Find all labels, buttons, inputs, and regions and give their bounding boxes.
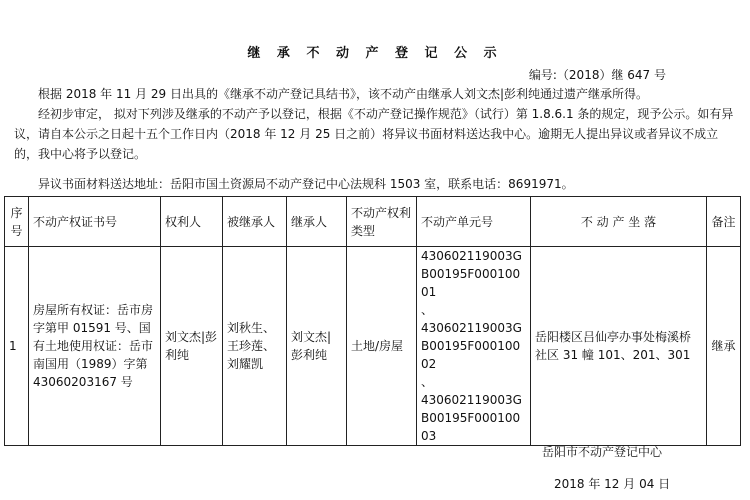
paragraph-objection-address: 异议书面材料送达地址：岳阳市国土资源局不动产登记中心法规科 1503 室，联系电话：8691971。 [38,177,574,191]
header-remark: 备注 [707,197,741,247]
notice-title: 继 承 不 动 产 登 记 公 示 [247,46,503,61]
header-location: 不 动 产 坐 落 [531,197,707,247]
header-heir: 继承人 [287,197,347,247]
table-row [5,247,741,446]
registration-table [4,196,741,446]
header-unit-number: 不动产单元号 [417,197,531,247]
header-decedent: 被继承人 [223,197,287,247]
cell-right-holder: 刘文杰|彭利纯 [161,247,223,446]
unit-number: 430602119003GB00195F00010002 [421,321,522,371]
paragraph-basis: 根据 2018 年 11 月 29 日出具的《继承不动产登记具结书》，该不动产由继承人刘文杰|彭利纯通过遗产继承所得。 [38,87,649,101]
table-header-row [5,197,741,247]
cell-remark: 继承 [707,247,741,446]
unit-number: 430602119003GB00195F00010001 [421,249,522,299]
cell-decedent: 刘秋生、王珍莲、刘耀凯 [223,247,287,446]
document-number: 编号:（2018）继 647 号 [528,68,666,82]
cell-heir: 刘文杰|彭利纯 [287,247,347,446]
issue-date: 2018 年 12 月 04 日 [554,477,671,491]
cell-location: 岳阳楼区吕仙亭办事处梅溪桥社区 31 幢 101、201、301 [531,247,707,446]
header-certificate: 不动产权证书号 [29,197,161,247]
unit-number: 430602119003GB00195F00010003 [421,393,522,443]
cell-unit-numbers [417,247,531,446]
cell-certificate: 房屋所有权证：岳市房字第甲 01591 号、国有土地使用权证：岳市南国用（1989）字第 43060203167 号 [29,247,161,446]
cell-right-type: 土地/房屋 [347,247,417,446]
cell-index: 1 [5,247,29,446]
unit-separator: 、 [421,375,434,389]
paragraph-review: 经初步审定， 拟对下列涉及继承的不动产予以登记，根据《不动产登记操作规范》（试行）第 1.8.6.1 条的规定，现予公示。如有异议，请自本公示之日起十五个工作日内（2018 年 12 月 25 日之前）将异议书面材料送达我中心。逾期无人提出异议或者异议不成立的，我中心将予以登记。 [14,107,734,161]
issuer-signature: 岳阳市不动产登记中心 [542,445,663,459]
header-right-holder: 权利人 [161,197,223,247]
header-index: 序号 [5,197,29,247]
unit-separator: 、 [421,303,434,317]
header-right-type: 不动产权利类型 [347,197,417,247]
